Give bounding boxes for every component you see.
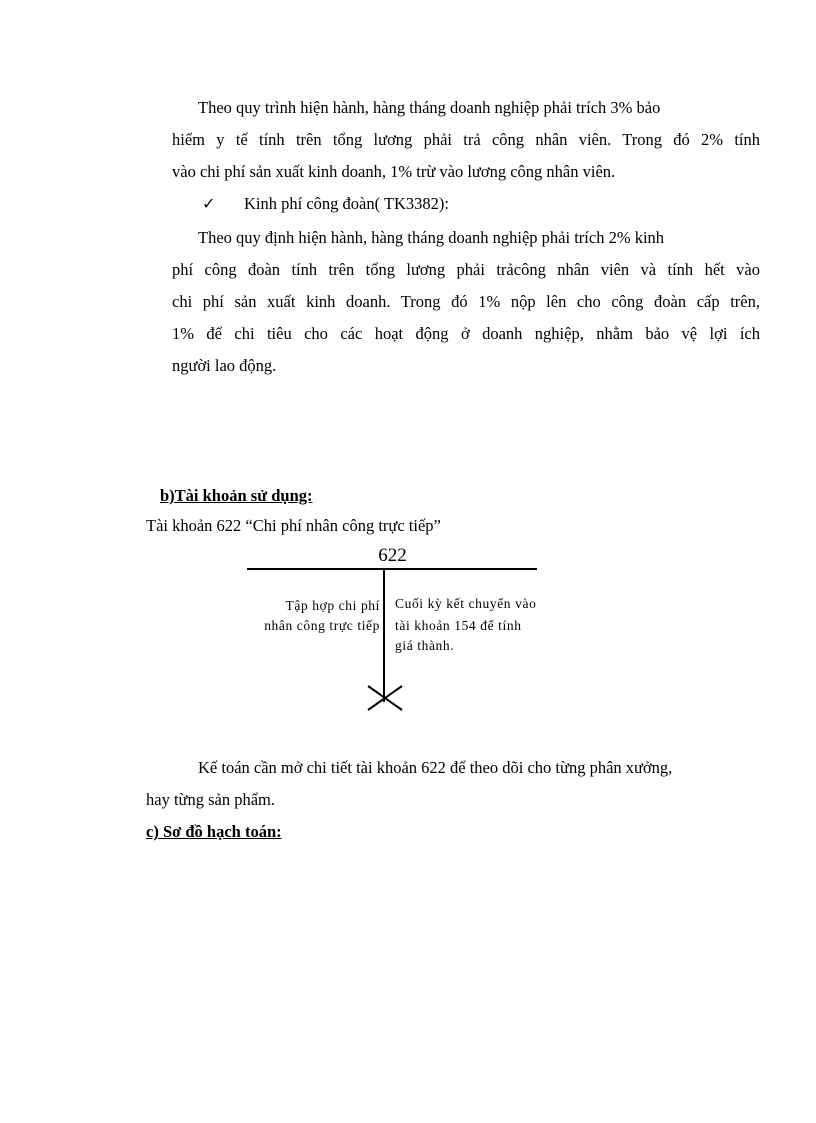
t-account-horizontal-line [247,568,537,570]
bullet-kpcd: Kinh phí công đoàn( TK3382): [244,194,450,213]
t-account-number: 622 [378,545,407,566]
section-b-heading: b)Tài khoản sử dụng: [160,486,313,505]
note-line-1: Kế toán cần mở chi tiết tài khoản 622 để theo dõi cho từng phân xưởng, [198,758,673,777]
section-c-heading: c) Sơ đồ hạch toán: [146,822,282,841]
paragraph-kpcd-line-3: chi phí sản xuất kinh doanh. Trong đó 1% nộp lên cho công đoàn cấp trên, [172,292,760,311]
paragraph-kpcd-line-5: người lao động. [172,356,277,375]
paragraph-kpcd-line-4: 1% để chi tiêu cho các hoạt động ở doanh nghiệp, nhằm bảo vệ lợi ích [172,324,760,343]
paragraph-kpcd-line-1: Theo quy định hiện hành, hàng tháng doanh nghiệp phải trích 2% kinh [198,228,665,247]
t-account-debit-line-2: nhân công trực tiếp [264,618,380,633]
t-account-credit-line-1: Cuối kỳ kết chuyển vào [395,596,537,611]
paragraph-bhyt-line-1: Theo quy trình hiện hành, hàng tháng doanh nghiệp phải trích 3% bảo [198,98,661,117]
t-account-debit-line-1: Tập hợp chi phí [285,598,380,613]
paragraph-bhyt-line-2: hiểm y tế tính trên tổng lương phải trả công nhân viên. Trong đó 2% tính [172,130,760,149]
account-intro: Tài khoản 622 “Chi phí nhân công trực tiếp” [146,516,441,535]
checkmark-icon: ✓ [202,194,216,213]
t-account-closing-cross [367,685,403,711]
paragraph-bhyt-line-3: vào chi phí sản xuất kinh doanh, 1% trừ vào lương công nhân viên. [172,162,616,181]
t-account-credit-line-2: tài khoản 154 để tính giá thành. [395,618,522,653]
note-line-2: hay từng sản phẩm. [146,790,276,809]
t-account-622 [245,545,540,715]
paragraph-kpcd-line-2: phí công đoàn tính trên tổng lương phải trảcông nhân viên và tính hết vào [172,260,760,279]
t-account-vertical-line [383,569,385,702]
